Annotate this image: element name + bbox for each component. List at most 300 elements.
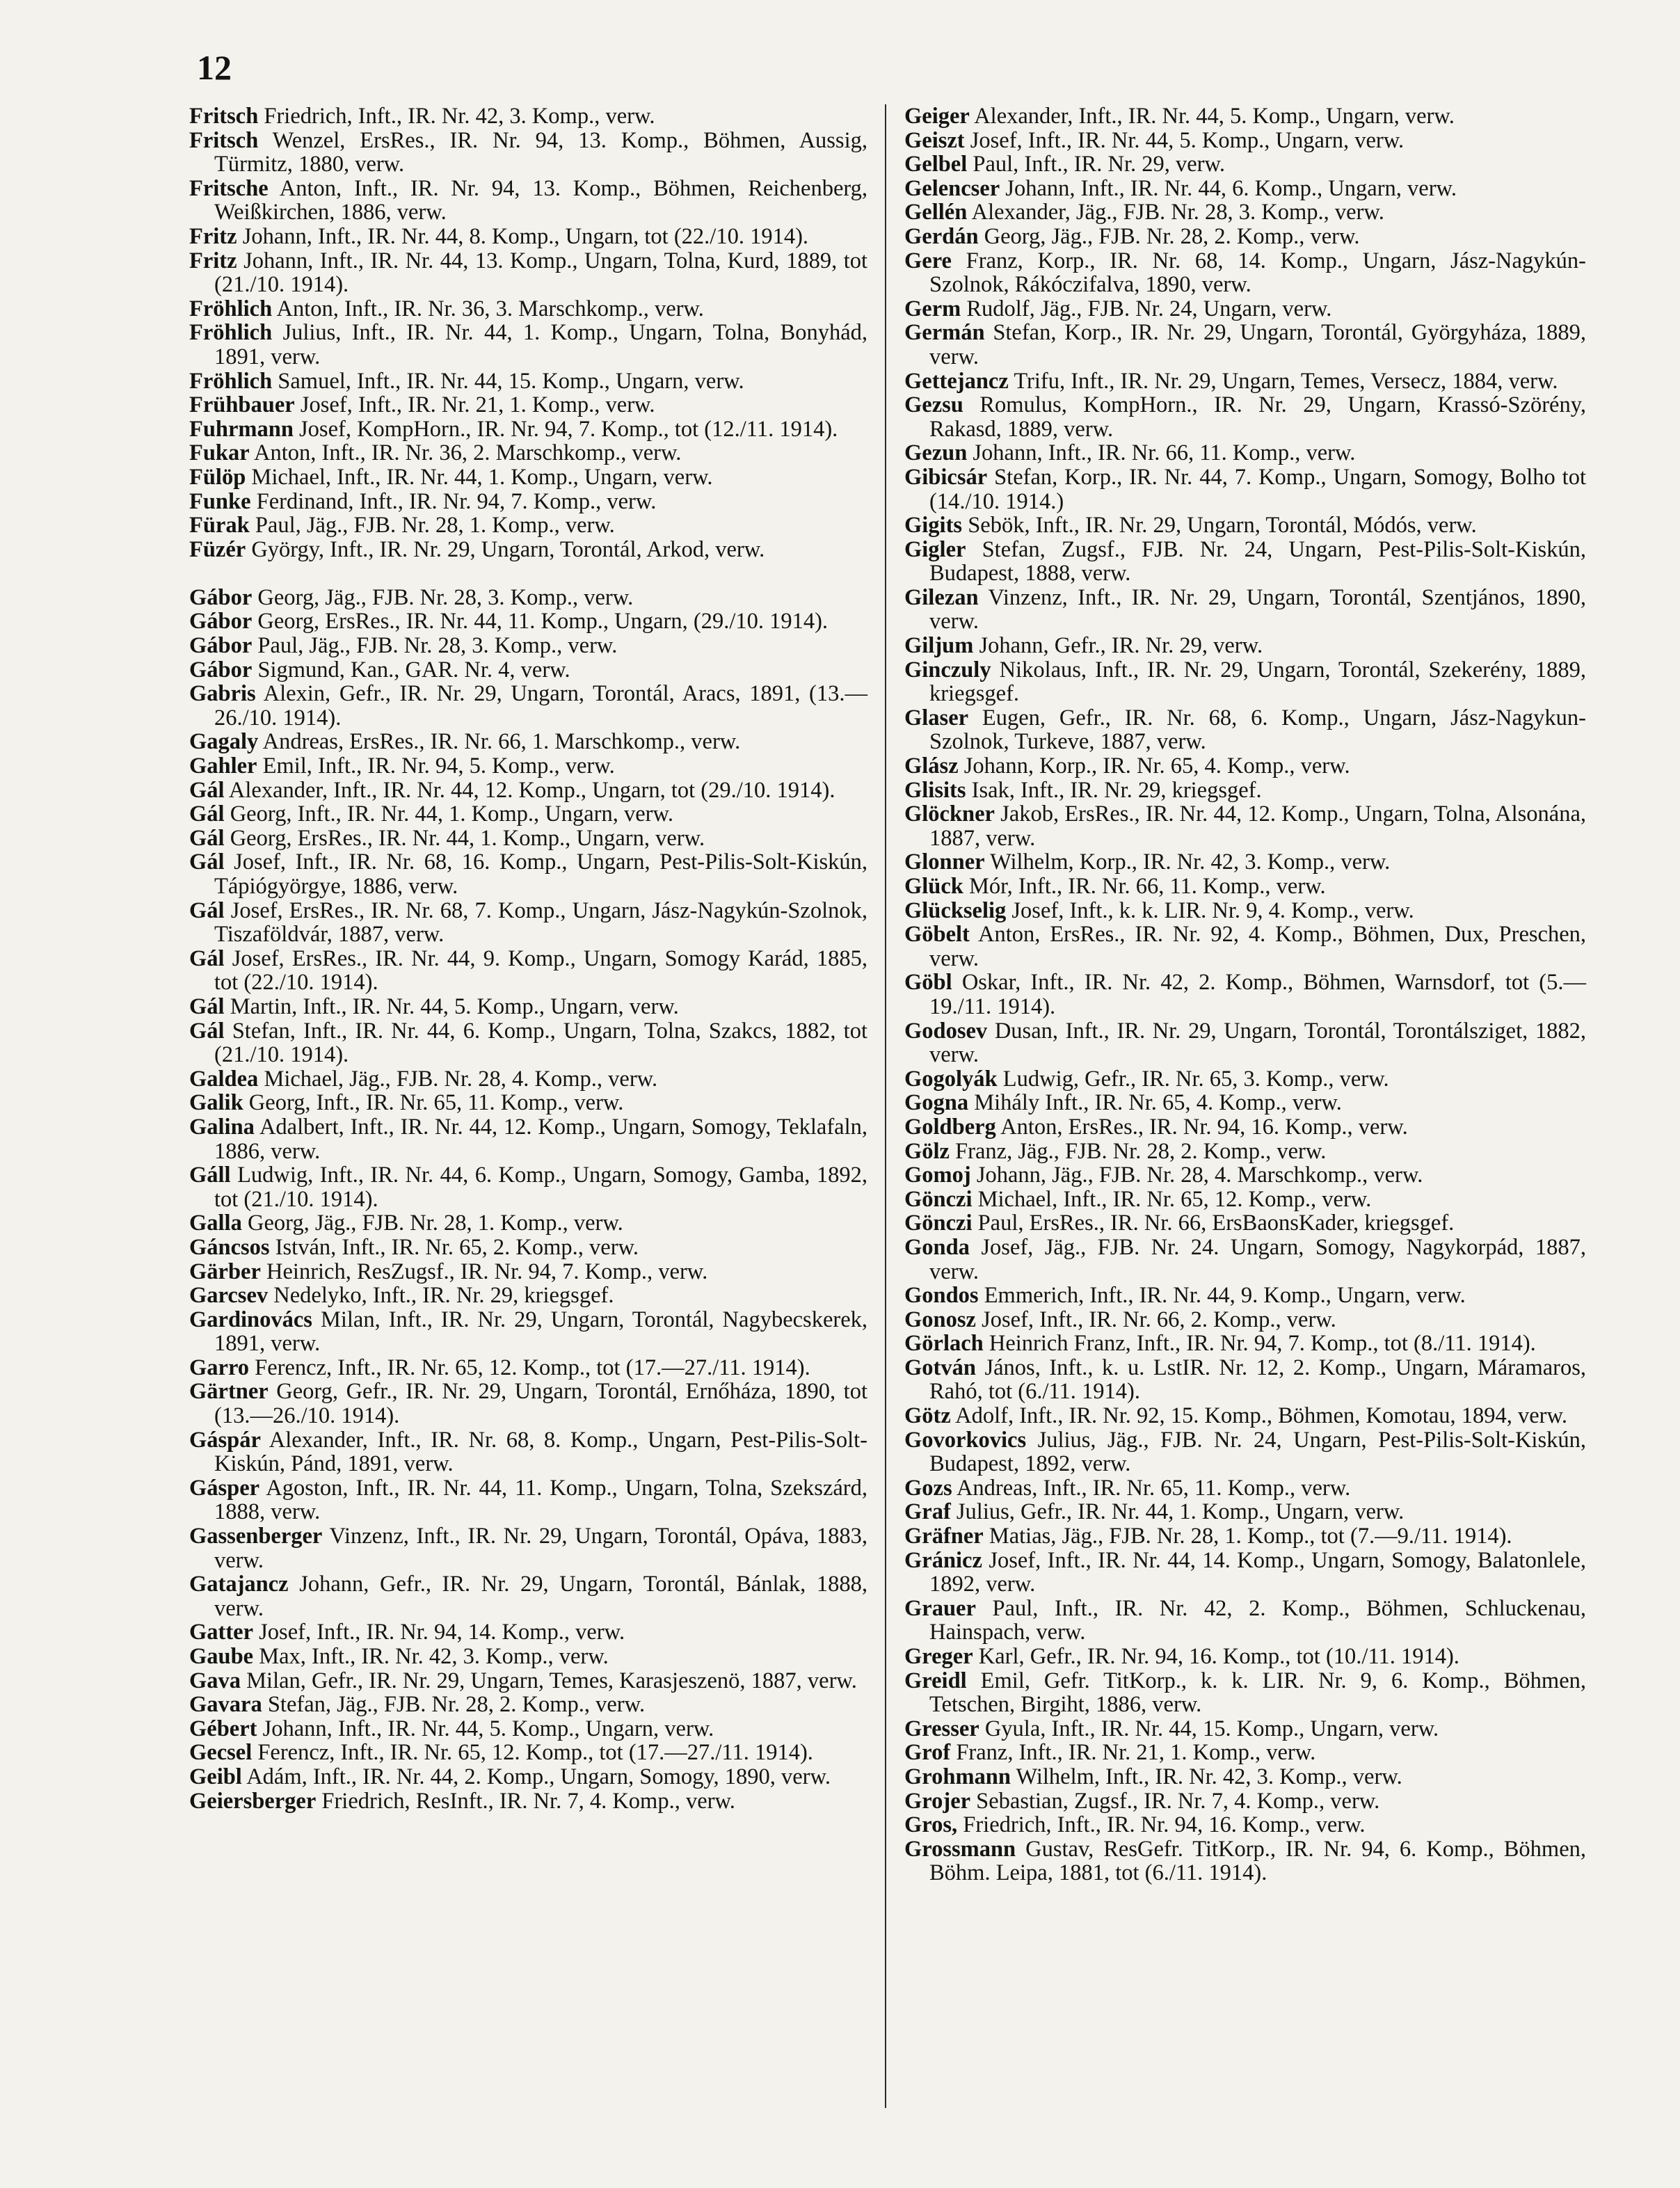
entry-details: Johann, Gefr., IR. Nr. 29, Ungarn, Torontál, Bánlak, 1888, verw.: [214, 1572, 868, 1621]
register-entry: [904, 249, 1586, 297]
entry-surname: Gönczi: [904, 1186, 973, 1212]
entry-details: Stefan, Inft., IR. Nr. 44, 6. Komp., Ungarn, Tolna, Szakcs, 1882, tot (21./10. 1914).: [214, 1018, 867, 1068]
entry-surname: Gál: [189, 945, 225, 971]
register-entry: [189, 1645, 867, 1669]
entry-details: Johann, Inft., IR. Nr. 44, 13. Komp., Ungarn, Tolna, Kurd, 1889, tot (21./10. 1914).: [214, 248, 868, 298]
register-entry: [904, 1813, 1586, 1837]
entry-surname: Govorkovics: [904, 1427, 1027, 1453]
entry-surname: Gál: [189, 1018, 225, 1044]
entry-details: Heinrich Franz, Inft., IR. Nr. 94, 7. Komp., tot (8./11. 1914).: [989, 1331, 1536, 1357]
entry-details: Gustav, ResGefr. TitKorp., IR. Nr. 94, 6. Komp., Böhmen, Böhm. Leipa, 1881, tot (6./11. 1914).: [929, 1836, 1586, 1886]
entry-details: Martin, Inft., IR. Nr. 44, 5. Komp., Ungarn, verw.: [230, 993, 679, 1019]
register-entry: [189, 1284, 867, 1308]
register-entry: [904, 1236, 1586, 1284]
entry-surname: Gáncsos: [189, 1234, 270, 1260]
entry-surname: Gava: [189, 1668, 241, 1693]
entry-details: Friedrich, Inft., IR. Nr. 94, 16. Komp., verw.: [963, 1812, 1366, 1838]
entry-surname: Fröhlich: [189, 296, 273, 321]
register-entry: [189, 1067, 867, 1092]
entry-surname: Gönczi: [904, 1211, 973, 1236]
register-entry: [904, 1163, 1586, 1188]
register-entry: [904, 971, 1586, 1019]
entry-details: György, Inft., IR. Nr. 29, Ungarn, Torontál, Arkod, verw.: [251, 536, 765, 562]
entry-details: Georg, Jäg., FJB. Nr. 28, 3. Komp., verw.: [257, 584, 634, 610]
entry-details: Josef, Inft., k. k. LIR. Nr. 9, 4. Komp., verw.: [1011, 897, 1414, 923]
entry-details: Georg, Inft., IR. Nr. 44, 1. Komp., Ungarn, verw.: [230, 801, 673, 827]
entry-surname: Gál: [189, 801, 225, 827]
entry-details: Anton, Inft., IR. Nr. 94, 13. Komp., Böhmen, Reichenberg, Weißkirchen, 1886, verw.: [214, 175, 867, 225]
left-column: [189, 104, 867, 1813]
entry-surname: Gál: [189, 777, 225, 803]
entry-details: Wilhelm, Inft., IR. Nr. 42, 3. Komp., verw.: [1016, 1764, 1402, 1789]
entry-surname: Gatter: [189, 1620, 254, 1645]
register-entry: [189, 1741, 867, 1765]
register-entry: [904, 1789, 1586, 1814]
register-entry: [189, 1476, 867, 1524]
entry-surname: Gezsu: [904, 392, 963, 418]
entry-surname: Gardinovács: [189, 1307, 312, 1332]
entry-surname: Garcsev: [189, 1283, 269, 1309]
entry-surname: Grof: [904, 1740, 951, 1766]
entry-surname: Gahler: [189, 753, 257, 779]
register-entry: [904, 802, 1586, 850]
register-entry: [189, 1572, 867, 1620]
register-entry: [189, 1163, 867, 1211]
entry-surname: Gábor: [189, 657, 253, 682]
entry-surname: Gabris: [189, 681, 256, 707]
entry-surname: Fritsch: [189, 104, 259, 129]
register-entry: [904, 778, 1586, 803]
entry-details: Oskar, Inft., IR. Nr. 42, 2. Komp., Böhmen, Warnsdorf, tot (5.—19./11. 1914).: [929, 970, 1587, 1019]
entry-surname: Grojer: [904, 1788, 971, 1814]
register-entry: [189, 586, 867, 610]
entry-details: Josef, Inft., IR. Nr. 44, 5. Komp., Ungarn, verw.: [970, 127, 1405, 153]
register-entry: [189, 129, 867, 177]
entry-surname: Gölz: [904, 1138, 950, 1164]
register-entry: [904, 129, 1586, 153]
register-entry: [189, 417, 867, 442]
entry-surname: Glonner: [904, 849, 985, 875]
entry-details: Ludwig, Gefr., IR. Nr. 65, 3. Komp., verw.: [1002, 1066, 1389, 1092]
register-entry: [904, 1500, 1586, 1524]
register-entry: [189, 1356, 867, 1380]
entry-details: Josef, Inft., IR. Nr. 21, 1. Komp., verw.: [300, 392, 655, 418]
entry-details: Ludwig, Inft., IR. Nr. 44, 6. Komp., Ungarn, Somogy, Gamba, 1892, tot (21./10. 1914).: [214, 1163, 868, 1212]
register-entry: [904, 1837, 1586, 1885]
register-entry: [904, 1669, 1586, 1717]
register-entry: [189, 1765, 867, 1789]
entry-surname: Glisits: [904, 777, 966, 803]
entry-details: Alexander, Inft., IR. Nr. 44, 5. Komp., Ungarn, verw.: [974, 104, 1455, 129]
entry-surname: Ginczuly: [904, 657, 991, 682]
entry-details: Anton, Inft., IR. Nr. 36, 2. Marschkomp., verw.: [254, 440, 682, 466]
entry-surname: Glöckner: [904, 801, 995, 827]
entry-surname: Göbelt: [904, 922, 970, 948]
entry-surname: Gärber: [189, 1259, 261, 1284]
entry-surname: Galdea: [189, 1066, 259, 1092]
register-entry: [904, 1476, 1586, 1501]
register-entry: [189, 225, 867, 249]
entry-surname: Gere: [904, 248, 952, 273]
entry-surname: Geiszt: [904, 127, 965, 153]
register-entry: [189, 995, 867, 1019]
register-entry: [904, 706, 1586, 754]
register-entry: [904, 321, 1586, 369]
entry-details: Samuel, Inft., IR. Nr. 44, 15. Komp., Ungarn, verw.: [278, 368, 744, 394]
entry-details: Adalbert, Inft., IR. Nr. 44, 12. Komp., Ungarn, Somogy, Teklafaln, 1886, verw.: [214, 1114, 867, 1164]
entry-details: István, Inft., IR. Nr. 65, 2. Komp., verw.: [275, 1234, 639, 1260]
register-entry: [189, 441, 867, 465]
entry-details: Milan, Gefr., IR. Nr. 29, Ungarn, Temes, Karasjeszenö, 1887, verw.: [246, 1668, 857, 1693]
entry-surname: Frühbauer: [189, 392, 295, 418]
entry-details: Michael, Jäg., FJB. Nr. 28, 4. Komp., verw.: [264, 1066, 658, 1092]
entry-details: Romulus, KompHorn., IR. Nr. 29, Ungarn, Krassó-Szörény, Rakasd, 1889, verw.: [929, 392, 1586, 442]
entry-details: Anton, ErsRes., IR. Nr. 92, 4. Komp., Böhmen, Dux, Preschen, verw.: [929, 922, 1586, 971]
entry-details: Paul, Jäg., FJB. Nr. 28, 1. Komp., verw.: [255, 513, 615, 538]
register-entry: [904, 658, 1586, 706]
entry-details: Franz, Inft., IR. Nr. 21, 1. Komp., verw.: [956, 1740, 1316, 1766]
register-entry: [904, 1308, 1586, 1332]
entry-surname: Fülöp: [189, 464, 246, 490]
register-entry: [904, 1524, 1586, 1549]
entry-details: Sebastian, Zugsf., IR. Nr. 7, 4. Komp., verw.: [976, 1788, 1380, 1814]
entry-surname: Garro: [189, 1355, 250, 1380]
entry-details: Josef, Inft., IR. Nr. 66, 2. Komp., verw.: [982, 1307, 1336, 1332]
entry-details: Vinzenz, Inft., IR. Nr. 29, Ungarn, Torontál, Opáva, 1883, verw.: [214, 1524, 867, 1573]
register-entry: [904, 538, 1586, 586]
register-entry: [904, 1717, 1586, 1741]
entry-details: Trifu, Inft., IR. Nr. 29, Ungarn, Temes, Versecz, 1884, verw.: [1014, 368, 1558, 394]
register-entry: [189, 490, 867, 514]
entry-details: Wilhelm, Korp., IR. Nr. 42, 3. Komp., verw.: [990, 849, 1391, 875]
register-entry: [904, 1115, 1586, 1140]
entry-surname: Greger: [904, 1644, 973, 1669]
entry-surname: Fröhlich: [189, 320, 273, 346]
register-entry: [904, 1284, 1586, 1308]
entry-surname: Gezun: [904, 440, 968, 466]
entry-details: Josef, KompHorn., IR. Nr. 94, 7. Komp., tot (12./11. 1914).: [299, 416, 838, 442]
entry-surname: Gräfner: [904, 1524, 984, 1549]
entry-surname: Fröhlich: [189, 368, 273, 394]
right-column: [904, 104, 1586, 1885]
entry-surname: Gerdán: [904, 223, 979, 249]
entry-surname: Fukar: [189, 440, 250, 466]
entry-surname: Götz: [904, 1403, 951, 1429]
register-entry: [904, 1428, 1586, 1476]
register-entry: [189, 1380, 867, 1428]
entry-details: Anton, Inft., IR. Nr. 36, 3. Marschkomp., verw.: [276, 296, 704, 321]
entry-surname: Gogolyák: [904, 1066, 998, 1092]
entry-surname: Gresser: [904, 1716, 979, 1741]
register-entry: [189, 634, 867, 658]
entry-details: Georg, Inft., IR. Nr. 65, 11. Komp., verw.: [248, 1090, 624, 1116]
entry-details: Ferencz, Inft., IR. Nr. 65, 12. Komp., tot (17.—27./11. 1914).: [257, 1740, 813, 1766]
register-entry: [189, 538, 867, 562]
entry-surname: Gaube: [189, 1644, 254, 1669]
page-number: 12: [197, 48, 232, 87]
entry-details: Johann, Inft., IR. Nr. 44, 6. Komp., Ungarn, verw.: [1005, 175, 1457, 201]
entry-details: Johann, Gefr., IR. Nr. 29, verw.: [979, 633, 1263, 659]
entry-details: Agoston, Inft., IR. Nr. 44, 11. Komp., Ungarn, Tolna, Szekszárd, 1888, verw.: [214, 1475, 868, 1525]
register-entry: [904, 441, 1586, 465]
register-entry: [189, 658, 867, 682]
entry-surname: Gärtner: [189, 1379, 269, 1405]
register-entry: [189, 778, 867, 803]
entry-surname: Gelencser: [904, 175, 1000, 201]
entry-surname: Fritsche: [189, 175, 269, 201]
entry-surname: Gál: [189, 849, 225, 875]
entry-surname: Fritz: [189, 248, 237, 273]
register-entry: [189, 802, 867, 827]
register-entry: [189, 1620, 867, 1645]
entry-details: Andreas, ErsRes., IR. Nr. 66, 1. Marschkomp., verw.: [262, 729, 741, 755]
register-entry: [189, 850, 867, 898]
entry-surname: Gilezan: [904, 584, 979, 610]
register-entry: [904, 1332, 1586, 1356]
entry-surname: Greidl: [904, 1668, 967, 1693]
register-entry: [904, 1597, 1586, 1645]
entry-surname: Fritsch: [189, 127, 259, 153]
entry-details: Sigmund, Kan., GAR. Nr. 4, verw.: [257, 657, 570, 682]
register-entry: [189, 1308, 867, 1356]
register-entry: [904, 513, 1586, 538]
entry-surname: Gibicsár: [904, 464, 988, 490]
entry-surname: Gábor: [189, 609, 253, 634]
register-entry: [189, 754, 867, 778]
register-entry: [189, 682, 867, 730]
entry-surname: Galik: [189, 1090, 243, 1116]
entry-surname: Germán: [904, 320, 985, 346]
entry-details: Paul, ErsRes., IR. Nr. 66, ErsBaonsKader, kriegsgef.: [977, 1211, 1455, 1236]
entry-details: Josef, ErsRes., IR. Nr. 44, 9. Komp., Ungarn, Somogy Karád, 1885, tot (22./10. 1914).: [214, 945, 867, 996]
entry-details: Josef, Inft., IR. Nr. 44, 14. Komp., Ungarn, Somogy, Balatonlele, 1892, verw.: [929, 1547, 1586, 1597]
register-entry: [904, 200, 1586, 225]
register-entry: [904, 1188, 1586, 1212]
register-entry: [189, 827, 867, 851]
register-entry: [189, 1428, 867, 1476]
entry-surname: Graf: [904, 1499, 951, 1525]
entry-surname: Gábor: [189, 633, 253, 659]
entry-details: Michael, Inft., IR. Nr. 65, 12. Komp., verw.: [977, 1186, 1372, 1212]
entry-surname: Geiger: [904, 104, 970, 129]
entry-details: Nikolaus, Inft., IR. Nr. 29, Ungarn, Torontál, Szekerény, 1889, kriegsgef.: [929, 657, 1587, 707]
entry-surname: Gecsel: [189, 1740, 253, 1766]
register-entry: [189, 104, 867, 129]
entry-details: Ferdinand, Inft., IR. Nr. 94, 7. Komp., verw.: [256, 488, 657, 514]
register-entry: [189, 730, 867, 754]
register-entry: [904, 586, 1586, 634]
entry-surname: Gogna: [904, 1090, 969, 1116]
entry-details: Adolf, Inft., IR. Nr. 92, 15. Komp., Böhmen, Komotau, 1894, verw.: [955, 1403, 1567, 1429]
entry-surname: Grauer: [904, 1595, 976, 1621]
entry-surname: Gonda: [904, 1234, 970, 1260]
entry-details: Alexander, Inft., IR. Nr. 44, 12. Komp., Ungarn, tot (29./10. 1914).: [228, 777, 835, 803]
entry-surname: Gál: [189, 897, 225, 923]
register-entry: [904, 1356, 1586, 1404]
register-entry: [189, 1236, 867, 1260]
entry-surname: Füzér: [189, 536, 246, 562]
entry-surname: Godosev: [904, 1018, 988, 1044]
entry-surname: Glász: [904, 753, 959, 779]
register-entry: [189, 1211, 867, 1236]
entry-details: Johann, Inft., IR. Nr. 44, 8. Komp., Ungarn, tot (22./10. 1914).: [242, 223, 809, 249]
entry-details: Andreas, Inft., IR. Nr. 65, 11. Komp., verw.: [956, 1475, 1351, 1501]
register-entry: [189, 1091, 867, 1115]
entry-surname: Gáll: [189, 1163, 231, 1188]
register-entry: [904, 1091, 1586, 1115]
entry-details: Paul, Inft., IR. Nr. 29, verw.: [973, 152, 1225, 177]
entry-details: Emil, Gefr. TitKorp., k. k. LIR. Nr. 9, 6. Komp., Böhmen, Tetschen, Birgiht, 1886, verw.: [929, 1668, 1587, 1718]
entry-surname: Gránicz: [904, 1547, 982, 1573]
entry-details: Vinzenz, Inft., IR. Nr. 29, Ungarn, Torontál, Szentjános, 1890, verw.: [929, 584, 1586, 634]
register-entry: [189, 465, 867, 490]
entry-surname: Gatajancz: [189, 1572, 289, 1597]
register-entry: [189, 899, 867, 947]
register-entry: [904, 297, 1586, 321]
entry-details: Dusan, Inft., IR. Nr. 29, Ungarn, Torontál, Torontálsziget, 1882, verw.: [929, 1018, 1586, 1068]
entry-details: Matias, Jäg., FJB. Nr. 28, 1. Komp., tot (7.—9./11. 1914).: [989, 1524, 1512, 1549]
register-entry: [904, 177, 1586, 201]
entry-details: Stefan, Korp., IR. Nr. 44, 7. Komp., Ungarn, Somogy, Bolho tot (14./10. 1914.): [929, 464, 1586, 514]
register-entry: [189, 609, 867, 634]
entry-surname: Gál: [189, 993, 225, 1019]
entry-details: Isak, Inft., IR. Nr. 29, kriegsgef.: [971, 777, 1262, 803]
register-entry: [189, 393, 867, 417]
register-entry: [904, 1019, 1586, 1067]
entry-details: Jakob, ErsRes., IR. Nr. 44, 12. Komp., Ungarn, Tolna, Alsonána, 1887, verw.: [929, 801, 1586, 851]
register-entry: [904, 152, 1586, 177]
entry-details: Julius, Gefr., IR. Nr. 44, 1. Komp., Ungarn, verw.: [956, 1499, 1405, 1525]
column-divider: [885, 104, 886, 2108]
register-entry: [904, 1211, 1586, 1236]
entry-details: Eugen, Gefr., IR. Nr. 68, 6. Komp., Ungarn, Jász-Nagykun-Szolnok, Turkeve, 1887, verw.: [929, 705, 1587, 755]
entry-surname: Gros,: [904, 1812, 958, 1838]
entry-surname: Gagaly: [189, 729, 259, 755]
entry-details: Max, Inft., IR. Nr. 42, 3. Komp., verw.: [259, 1644, 609, 1669]
entry-surname: Göbl: [904, 970, 952, 996]
register-entry: [904, 1741, 1586, 1765]
register-entry: [904, 634, 1586, 658]
register-entry: [189, 513, 867, 538]
entry-details: Emil, Inft., IR. Nr. 94, 5. Komp., verw.: [262, 753, 615, 779]
register-entry: [189, 1524, 867, 1572]
entry-surname: Fuhrmann: [189, 416, 294, 442]
register-entry: [904, 369, 1586, 394]
entry-details: Georg, Jäg., FJB. Nr. 28, 2. Komp., verw.: [984, 223, 1360, 249]
entry-details: Gyula, Inft., IR. Nr. 44, 15. Komp., Ungarn, verw.: [984, 1716, 1439, 1741]
entry-surname: Gondos: [904, 1283, 979, 1309]
entry-details: Milan, Inft., IR. Nr. 29, Ungarn, Torontál, Nagybecskerek, 1891, verw.: [214, 1307, 867, 1357]
register-entry: [189, 947, 867, 995]
entry-details: Emmerich, Inft., IR. Nr. 44, 9. Komp., Ungarn, verw.: [984, 1283, 1466, 1309]
register-entry: [904, 1765, 1586, 1789]
register-entry: [189, 1019, 867, 1067]
entry-details: Wenzel, ErsRes., IR. Nr. 94, 13. Komp., Böhmen, Aussig, Türmitz, 1880, verw.: [214, 127, 867, 177]
entry-surname: Gotván: [904, 1355, 976, 1380]
entry-surname: Gozs: [904, 1475, 952, 1501]
entry-details: Johann, Inft., IR. Nr. 66, 11. Komp., verw.: [973, 440, 1356, 466]
entry-details: Georg, Gefr., IR. Nr. 29, Ungarn, Torontál, Ernőháza, 1890, tot (13.—26./10. 1914).: [214, 1379, 867, 1429]
register-entry: [904, 1549, 1586, 1597]
register-entry: [904, 850, 1586, 875]
entry-details: Anton, ErsRes., IR. Nr. 94, 16. Komp., verw.: [1000, 1114, 1408, 1140]
entry-surname: Fürak: [189, 513, 250, 538]
entry-details: Georg, Jäg., FJB. Nr. 28, 1. Komp., verw.: [247, 1211, 623, 1236]
register-entry: [904, 1404, 1586, 1428]
register-entry: [904, 923, 1586, 971]
register-entry: [904, 875, 1586, 899]
register-entry: [904, 465, 1586, 513]
register-entry: [904, 225, 1586, 249]
entry-details: Franz, Jäg., FJB. Nr. 28, 2. Komp., verw.: [955, 1138, 1327, 1164]
entry-surname: Fritz: [189, 223, 237, 249]
entry-surname: Gettejancz: [904, 368, 1009, 394]
register-entry: [189, 1669, 867, 1693]
entry-details: Paul, Inft., IR. Nr. 42, 2. Komp., Böhmen, Schluckenau, Hainspach, verw.: [929, 1595, 1586, 1645]
entry-surname: Funke: [189, 488, 251, 514]
entry-details: Johann, Inft., IR. Nr. 44, 5. Komp., Ungarn, verw.: [262, 1716, 714, 1741]
entry-surname: Germ: [904, 296, 961, 321]
entry-details: Friedrich, Inft., IR. Nr. 42, 3. Komp., verw.: [264, 104, 655, 129]
register-entry: [904, 899, 1586, 923]
entry-details: Georg, ErsRes., IR. Nr. 44, 1. Komp., Ungarn, verw.: [230, 825, 705, 851]
entry-surname: Görlach: [904, 1331, 984, 1357]
register-entry: [189, 297, 867, 321]
entry-surname: Gelbel: [904, 152, 968, 177]
entry-details: Alexander, Inft., IR. Nr. 68, 8. Komp., Ungarn, Pest-Pilis-Solt-Kiskún, Pánd, 1891, verw.: [214, 1427, 868, 1477]
entry-surname: Gáspár: [189, 1427, 261, 1453]
entry-details: Mór, Inft., IR. Nr. 66, 11. Komp., verw.: [969, 874, 1326, 899]
entry-details: Stefan, Korp., IR. Nr. 29, Ungarn, Torontál, Györgyháza, 1889, verw.: [929, 320, 1586, 369]
entry-details: Josef, Inft., IR. Nr. 94, 14. Komp., verw.: [259, 1620, 625, 1645]
entry-details: Josef, ErsRes., IR. Nr. 68, 7. Komp., Ungarn, Jász-Nagykún-Szolnok, Tiszaföldvár, 1887, verw.: [214, 897, 867, 948]
entry-details: Ferencz, Inft., IR. Nr. 65, 12. Komp., tot (17.—27./11. 1914).: [255, 1355, 810, 1380]
entry-surname: Gonosz: [904, 1307, 976, 1332]
entry-surname: Gigits: [904, 513, 963, 538]
register-entry: [904, 1140, 1586, 1164]
entry-surname: Gigler: [904, 536, 966, 562]
register-entry: [904, 393, 1586, 441]
entry-surname: Geibl: [189, 1764, 242, 1789]
entry-details: Heinrich, ResZugsf., IR. Nr. 94, 7. Komp., verw.: [266, 1259, 708, 1284]
entry-details: Julius, Inft., IR. Nr. 44, 1. Komp., Ungarn, Tolna, Bonyhád, 1891, verw.: [214, 320, 867, 369]
entry-details: Julius, Jäg., FJB. Nr. 24, Ungarn, Pest-Pilis-Solt-Kiskún, Budapest, 1892, verw.: [929, 1427, 1586, 1477]
register-entry: [904, 1067, 1586, 1092]
register-entry: [189, 369, 867, 394]
entry-details: Adám, Inft., IR. Nr. 44, 2. Komp., Ungarn, Somogy, 1890, verw.: [246, 1764, 831, 1789]
entry-surname: Gomoj: [904, 1163, 971, 1188]
entry-surname: Glück: [904, 874, 963, 899]
register-entry: [904, 1645, 1586, 1669]
entry-details: Alexin, Gefr., IR. Nr. 29, Ungarn, Torontál, Aracs, 1891, (13.—26./10. 1914).: [214, 681, 867, 730]
entry-details: Michael, Inft., IR. Nr. 44, 1. Komp., Ungarn, verw.: [251, 464, 713, 490]
entry-surname: Gavara: [189, 1692, 262, 1718]
section-gap: [189, 561, 867, 586]
entry-details: János, Inft., k. u. LstIR. Nr. 12, 2. Komp., Ungarn, Máramaros, Rahó, tot (6./11. 1914).: [929, 1355, 1587, 1405]
register-entry: [904, 754, 1586, 778]
entry-surname: Giljum: [904, 633, 974, 659]
entry-surname: Gellén: [904, 200, 968, 225]
register-entry: [189, 177, 867, 225]
entry-details: Alexander, Jäg., FJB. Nr. 28, 3. Komp., verw.: [971, 200, 1384, 225]
entry-surname: Galina: [189, 1114, 255, 1140]
register-entry: [189, 321, 867, 369]
entry-details: Franz, Korp., IR. Nr. 68, 14. Komp., Ungarn, Jász-Nagykún-Szolnok, Rákóczifalva, 1890, verw.: [929, 248, 1586, 298]
entry-details: Georg, ErsRes., IR. Nr. 44, 11. Komp., Ungarn, (29./10. 1914).: [257, 609, 829, 634]
entry-surname: Gassenberger: [189, 1524, 323, 1549]
entry-surname: Glaser: [904, 705, 969, 730]
entry-details: Sebök, Inft., IR. Nr. 29, Ungarn, Torontál, Módós, verw.: [968, 513, 1477, 538]
